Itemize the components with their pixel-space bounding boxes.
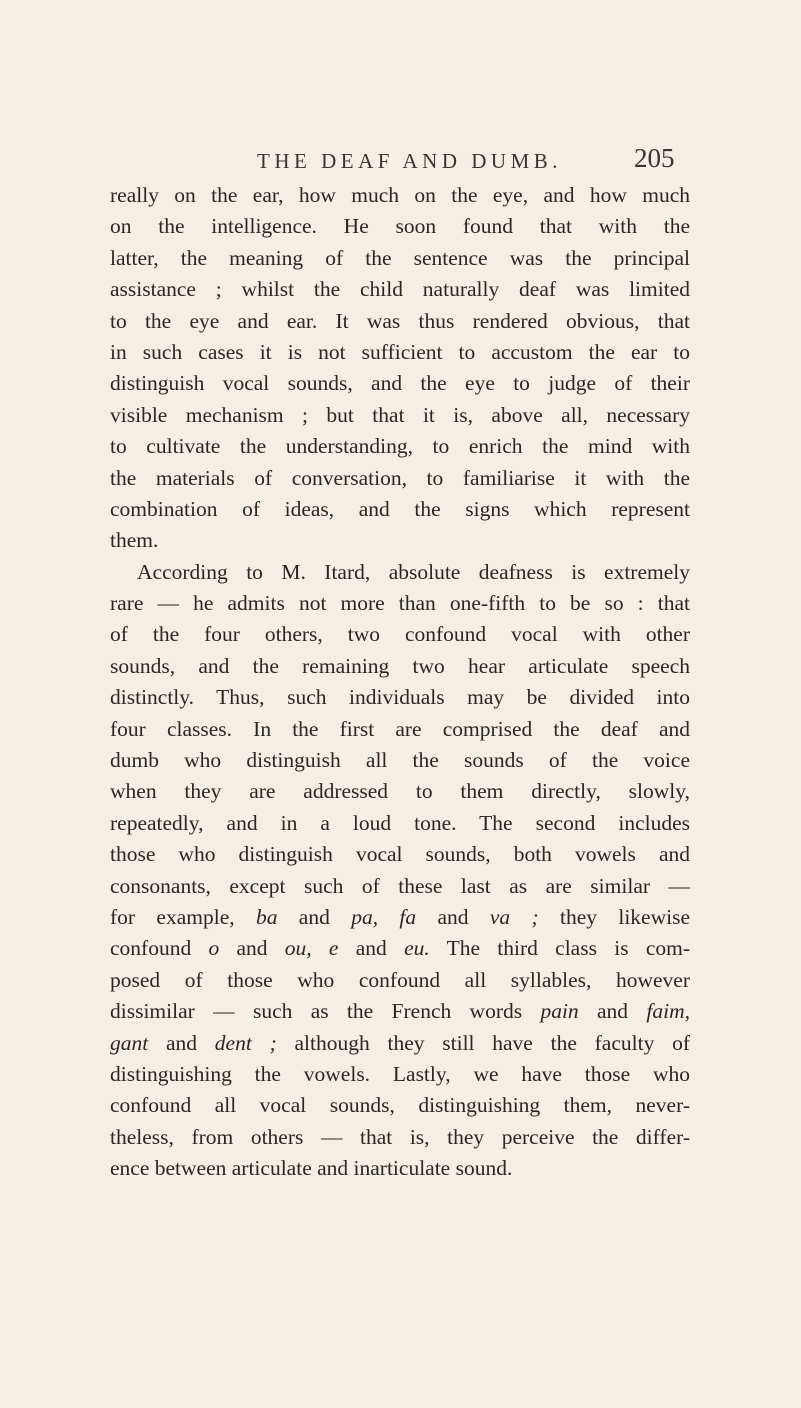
page-number: 205 xyxy=(634,143,675,173)
text-line: to the eye and ear. It was thus rendered obvious, that xyxy=(110,308,690,333)
italic-term: ou, e xyxy=(284,936,339,961)
text-line: posed of those who confound all syllables, however xyxy=(110,967,690,992)
text-line xyxy=(110,996,690,1027)
text-segment: The third class is com- xyxy=(429,936,691,961)
text-segment: and xyxy=(148,1030,215,1055)
text-line: distinguish vocal sounds, and the eye to judge of their xyxy=(110,371,690,396)
text-line: latter, the meaning of the sentence was the principal xyxy=(110,245,690,270)
text-line: combination of ideas, and the signs which represent xyxy=(110,496,690,521)
text-segment: and xyxy=(277,904,352,929)
text-segment: they likewise xyxy=(538,904,690,929)
running-title: THE DEAF AND DUMB. xyxy=(257,149,563,173)
italic-term: pa, fa xyxy=(351,904,417,929)
text-line: rare — he admits not more than one-fifth to be so : that xyxy=(110,591,690,616)
body-text xyxy=(110,180,690,1185)
text-line: in such cases it is not sufficient to accustom the ear to xyxy=(110,339,690,364)
text-line xyxy=(110,1028,690,1059)
text-line: the materials of conversation, to familiarise it with the xyxy=(110,465,690,490)
italic-term: pain xyxy=(540,999,579,1024)
text-line: consonants, except such of these last as are similar — xyxy=(110,873,690,898)
italic-term: ba xyxy=(255,904,278,929)
text-line: of the four others, two confound vocal with other xyxy=(110,622,690,647)
text-line: those who distinguish vocal sounds, both vowels and xyxy=(110,842,690,867)
text-line: really on the ear, how much on the eye, and how much xyxy=(110,183,690,207)
text-line: repeatedly, and in a loud tone. The second includes xyxy=(110,810,690,835)
text-line: distinctly. Thus, such individuals may be divided into xyxy=(110,685,690,710)
text-line: on the intelligence. He soon found that with the xyxy=(110,214,690,239)
text-line xyxy=(110,933,690,964)
italic-term: eu. xyxy=(404,936,430,961)
italic-term: va ; xyxy=(489,904,539,929)
text-line: confound all vocal sounds, distinguishing them, never- xyxy=(110,1093,690,1118)
text-line: distinguishing the vowels. Lastly, we have those who xyxy=(110,1061,690,1086)
text-segment: although they still have the faculty of xyxy=(276,1030,690,1055)
text-line: visible mechanism ; but that it is, above all, necessary xyxy=(110,402,690,427)
text-line: four classes. In the first are comprised the deaf and xyxy=(110,716,690,741)
italic-term: faim, xyxy=(646,999,690,1024)
text-line: to cultivate the understanding, to enrich the mind with xyxy=(110,434,690,459)
text-line: them. xyxy=(110,528,159,553)
italic-term: dent ; xyxy=(214,1030,277,1055)
text-line: theless, from others — that is, they perceive the differ- xyxy=(110,1124,690,1149)
text-line: According to M. Itard, absolute deafness is extremely xyxy=(137,559,690,584)
italic-term: gant xyxy=(110,1030,149,1055)
text-line: sounds, and the remaining two hear articulate speech xyxy=(110,653,690,678)
text-segment: and xyxy=(219,936,285,961)
text-segment: and xyxy=(578,999,647,1024)
text-segment: for example, xyxy=(110,904,256,929)
text-line: dumb who distinguish all the sounds of the voice xyxy=(110,748,690,773)
text-line: ence between articulate and inarticulate sound. xyxy=(110,1156,513,1181)
italic-term: o xyxy=(208,936,220,961)
text-line: when they are addressed to them directly, slowly, xyxy=(110,779,690,804)
text-segment: and xyxy=(416,904,490,929)
text-line: assistance ; whilst the child naturally deaf was limited xyxy=(110,277,690,302)
text-segment: confound xyxy=(110,936,209,961)
running-head xyxy=(0,143,801,183)
text-segment: and xyxy=(338,936,405,961)
text-line xyxy=(110,902,690,933)
text-segment: dissimilar — such as the French words xyxy=(110,999,541,1024)
